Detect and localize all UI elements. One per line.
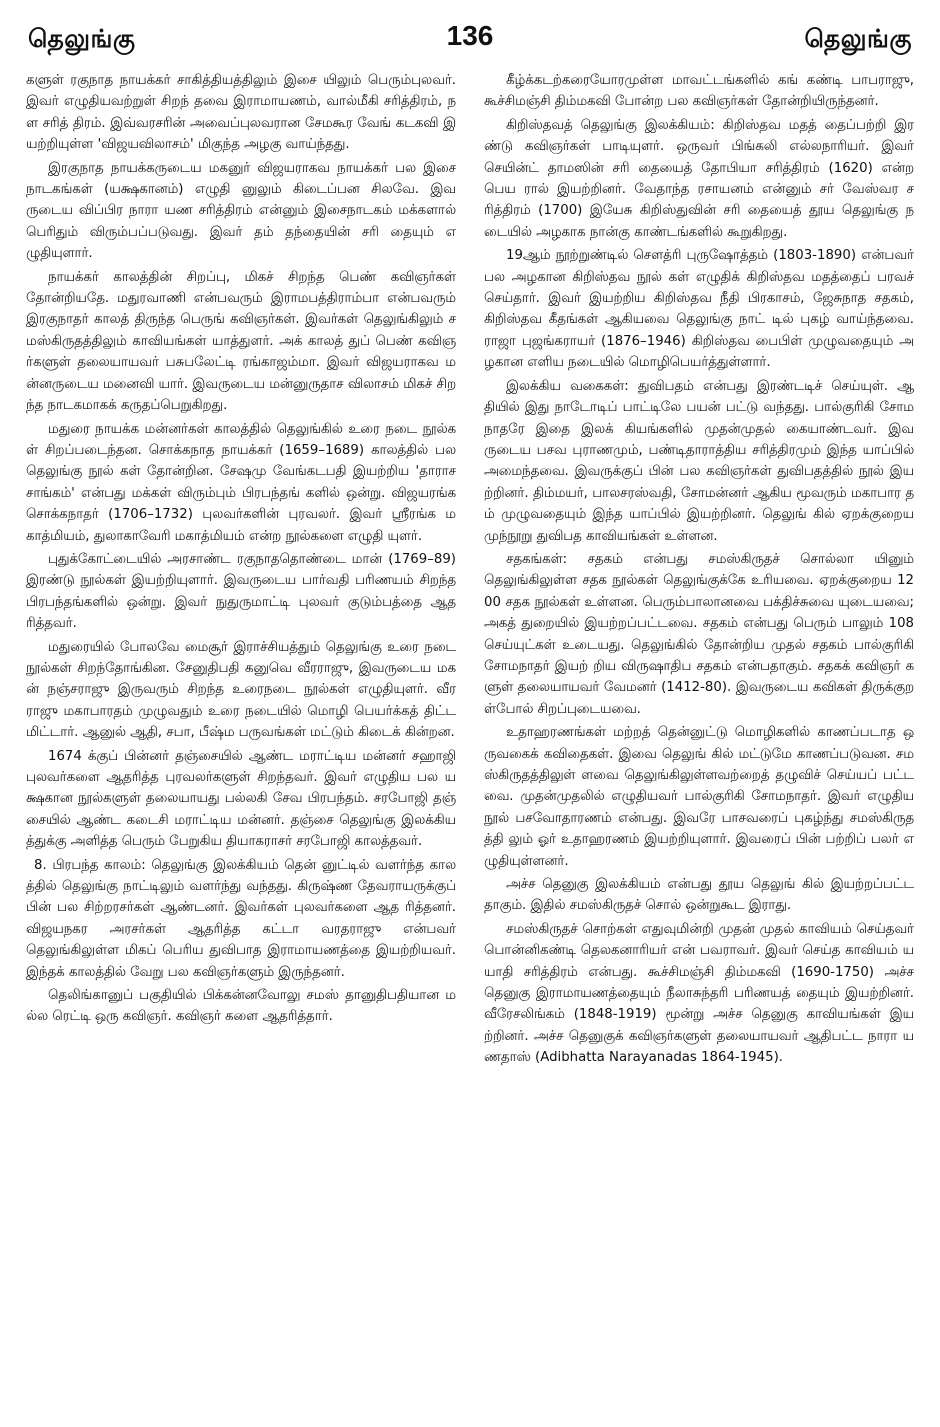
left-column [26, 70, 456, 1420]
section-paragraph: 8. பிரபந்த காலம்: தெலுங்கு இலக்கியம் தென் னுட்டில் வளர்ந்த காலத்தில் தெலுங்கு நாட்டிலும் வளர்ந்து வந்தது. கிருஷ்ண தேவராயருக்குப் பின் பல சிற்றரசர்கள் ஆண்டனர். இவர்கள் புலவர்களை ஆத ரித்தனர். விஜயநகர அரசர்கள் ஆதரித்த கட்டா வரதராஜு என்பவர் தெலுங்கிலுள்ள மிகப் பெரிய துவிபாத இராமாயணத்தை இயற்றியவர். இந்தக் காலத்தில் வேறு பல கவிஞர்களும் இருந்தனர். [26, 857, 456, 980]
paragraph: மதுரை நாயக்க மன்னர்கள் காலத்தில் தெலுங்கில் உரை நடை நூல்கள் சிறப்படைந்தன. சொக்கநாத நாயக்கர் (1659–1689) காலத்தில் பல தெலுங்கு நூல் கள் தோன்றின. சேஷமு வேங்கடபதி இயற்றிய 'தாராசசாங்கம்' என்பது மக்கள் விரும்பும் பிரபந்தங் களில் ஒன்று. விஜயரங்க சொக்கநாதர் (1706–1732) புலவர்களின் புரவலர். இவர் ஸ்ரீரங்க மகாத்மியம், துலாகாவேரி மகாத்மியம் என்ற நூல்களை எழுதி யுளர். [26, 421, 456, 544]
running-title-right: தெலுங்கு [804, 24, 912, 53]
paragraph: தெலிங்கானுப் பகுதியில் பிக்கன்னவோலு சமஸ் தானுதிபதியான மல்ல ரெட்டி ஒரு கவிஞர். கவிஞர் களை ஆதரித்தார். [26, 988, 456, 1025]
paragraph: இரகுநாத நாயக்கருடைய மகனுர் விஜயராகவ நாயக்கர் பல இசை நாடகங்கள் (யக்ஷகானம்) எழுதி னுலும் கிடைப்பன சிலவே. இவருடைய விப்பிர நாரா யண சரித்திரம் என்னும் இசைநாடகம் மக்களால் பெரிதும் விரும்பப்படுவது. இவர் தம் தந்தையின் சரி தையும் எழுதியுளார். [26, 160, 456, 262]
paragraph: களுள் ரகுநாத நாயக்கர் சாகித்தியத்திலும் இசை யிலும் பெரும்புலவர். இவர் எழுதியவற்றுள் சிறந் தவை இராமாயணம், வால்மீகி சரித்திரம், நள சரித் திரம். இவ்வரசரின் அவைப்புலவரான சேமகூர வேங் கடகவி இயற்றியுள்ள 'விஜயவிலாசம்' மிகுந்த அழகு வாய்ந்தது. [26, 73, 456, 153]
paragraph: கீழ்க்கடற்கரையோரமுள்ள மாவட்டங்களில் கங் கண்டி பாபராஜு, கூச்சிமஞ்சி திம்மகவி போன்ற பல கவிஞர்கள் தோன்றியிருந்தனர். [484, 73, 914, 110]
paragraph: புதுக்கோட்டையில் அரசாண்ட ரகுநாததொண்டை மான் (1769–89) இரண்டு நூல்கள் இயற்றியுளார். இவருடைய பார்வதி பரிணயம் சிறந்த பிரபந்தங்களில் ஒன்று. இவர் நுதுருமாட்டி புலவர் குடும்பத்தை ஆத ரித்தவர். [26, 551, 456, 632]
paragraph: இலக்கிய வகைகள்: துவிபதம் என்பது இரண்டடிச் செய்யுள். ஆதியில் இது நாடோடிப் பாட்டிலே பயன் பட்டு வந்தது. பால்குரிகி சோமநாதரே இதை இலக் கியங்களில் முதன்முதல் கையாண்டவர். இவருடைய பசவ புராணமும், பண்டிதாராத்திய சரித்திரமும் இந்த யாப்பில் அமைந்தவை. இவருக்குப் பின் பல கவிஞர்கள் துவிபதத்தில் நூல் இயற்றினர். திம்மயர், பாலசரஸ்வதி, சோமன்னர் ஆகிய மூவரும் மகாபார தம் முழுவதையும் இந்த யாப்பில் இயற்றினர். தெலுங் கில் ஏறக்குறைய முந்நூறு துவிபத காவியங்கள் உள்ளன. [484, 378, 914, 544]
page-number: 136 [446, 20, 494, 51]
paragraph: நாயக்கர் காலத்தின் சிறப்பு, மிகச் சிறந்த பெண் கவிஞர்கள் தோன்றியதே. மதுரவாணி என்பவரும் இராமபத்திராம்பா என்பவரும் இரகுநாதர் காலத் திருந்த பெருங் கவிஞர்கள். இவர்கள் தெலுங்கிலும் சமஸ்கிருதத்திலும் காவியங்கள் யாத்துளர். அக் காலத் துப் பெண் கவிஞர்களுள் தலையாயவர் பசுபலேட்டி ரங்காஜம்மா. இவர் விஜயராகவ மன்னருடைய மனைவி யார். இவருடைய மன்னுருதாச விலாசம் மிகச் சிறந்த நாடகமாகக் கருதப்பெறுகிறது. [26, 269, 456, 414]
paragraph: அச்ச தெனுகு இலக்கியம் என்பது தூய தெலுங் கில் இயற்றப்பட்டதாகும். இதில் சமஸ்கிருதச் சொல் ஒன்றுகூட இராது. [484, 877, 914, 914]
paragraph: கிறிஸ்தவத் தெலுங்கு இலக்கியம்: கிறிஸ்தவ மதத் தைப்பற்றி இரண்டு கவிஞர்கள் பாடியுளர். ஒருவர் பிங்கலி எல்லநாரியர். இவர் செயின்ட் தாமஸின் சரி தையைத் தோபியா சரித்திரம் (1620) என்ற பெய ரால் இயற்றினர். வேதாந்த ரசாயனம் என்னும் சர் வேஸ்வர சரித்திரம் (1700) இயேசு கிறிஸ்துவின் சரி தையைத் தூய தெலுங்கு நடையில் அழகாக நான்கு காண்டங்களில் கூறுகிறது. [484, 117, 914, 240]
running-title-left: தெலுங்கு [28, 24, 136, 53]
paragraph: உதாஹரணங்கள் மற்றத் தென்னுட்டு மொழிகளில் காணப்படாத ஒருவகைக் கவிதைகள். இவை தெலுங் கில் மட்டுமே காணப்படுவன. சமஸ்கிருதத்திலுள் ளவை தெலுங்கிலுள்ளவற்றைத் தழுவிச் செய்யப் பட்டவை. முதன்முதலில் எழுதியவர் பால்குரிகி சோமநாதர். இவர் எழுதிய நூல் பசவோதாரணம் என்பது. இவரே பாசவரைப் புகழ்ந்து சமஸ்கிருதத்தி லும் ஓர் உதாஹரணம் இயற்றியுளார். இவரைப் பின் பற்றிப் பலர் எழுதியுள்ளனர். [484, 725, 914, 869]
paragraph: 19ஆம் நூற்றுண்டில் சௌத்ரி புருஷோத்தம் (1803-1890) என்பவர் பல அழகான கிறிஸ்தவ நூல் கள் எழுதிக் கிறிஸ்தவ மதத்தைப் பரவச் செய்தார். இவர் இயற்றிய கிறிஸ்தவ நீதி பிரகாசம், ஜேசுநாத சதகம், கிறிஸ்தவ கீதங்கள் ஆகியவை தெலுங்கு நாட் டில் புகழ் வாய்ந்தவை. ராஜா புஜங்கராயர் (1876–1946) கிறிஸ்தவ பைபிள் முழுவதையும் அழகான எளிய நடையில் மொழிபெயர்த்துள்ளார். [484, 248, 914, 371]
paragraph: சதகங்கள்: சதகம் என்பது சமஸ்கிருதச் சொல்லா யினும் தெலுங்கிலுள்ள சதக நூல்கள் தெலுங்குக்கே உரியவை. ஏறக்குறைய 1200 சதக நூல்கள் உள்ளன. பெரும்பாலானவை பக்திச்சுவை யுடையவை; அகத் துறையில் இயற்றப்பட்டவை. சதகம் என்பது பெரும் பாலும் 108 செய்யுட்கள் உடையது. தெலுங்கில் தோன்றிய முதல் சதகம் பால்குரிகி சோமநாதர் இயற் றிய விருஷாதிப சதகம் என்பதாகும். சதகக் கவிஞர் களுள் தலையாயவர் வேமனர் (1412-80). இவருடைய கவிகள் திருக்குறள்போல் சிறப்புடையவை. [484, 551, 914, 717]
paragraph: சமஸ்கிருதச் சொற்கள் எதுவுமின்றி முதன் முதல் காவியம் செய்தவர் பொன்னிகண்டி தெலகனாரியர் என் பவராவர். இவர் செய்த காவியம் யயாதி சரித்திரம் என்பது. கூச்சிமஞ்சி திம்மகவி (1690-1750) அச்ச தெனுகு இராமாயணத்தையும் நீலாசுந்தரி பரிணயத் தையும் இயற்றினர். வீரேசலிங்கம் (1848-1919) மூன்று அச்ச தெனுகு காவியங்கள் இயற்றினர். அச்ச தெனுகுக் கவிஞர்களுள் தலையாயவர் ஆதிபட்ட நாரா யணதாஸ் (Adibhatta Narayanadas 1864-1945). [484, 921, 914, 1066]
page-header [26, 18, 914, 62]
right-column [484, 70, 914, 1420]
paragraph: மதுரையில் போலவே மைசூர் இராச்சியத்தும் தெலுங்கு உரை நடை நூல்கள் சிறந்தோங்கின. சேனுதிபதி கனுவெ வீரராஜு, இவருடைய மகன் நஞ்சராஜு இருவரும் சிறந்த உரைநடை நூல்கள் எழுதியுளர். வீரராஜு மகாபாரதம் முழுவதும் உரை நடையில் மொழி பெயர்க்கத் திட்டமிட்டார். ஆனுல் ஆதி, சபா, பீஷ்ம பருவங்கள் மட்டும் கிடைக் கின்றன. [26, 639, 456, 741]
paragraph: 1674 க்குப் பின்னர் தஞ்சையில் ஆண்ட மராட்டிய மன்னர் சஹாஜி புலவர்களை ஆதரித்த புரவலர்களுள் சிறந்தவர். இவர் எழுதிய பல யக்ஷகான நூல்களுள் தலையாயது பல்லகி சேவ பிரபந்தம். சரபோஜி தஞ் சையில் ஆண்ட கடைசி மராட்டிய மன்னர். தஞ்சை தெலுங்கு இலக்கியத்துக்கு அளித்த பெரும் பேறுகிய தியாகராசர் சரபோஜி காலத்தவர். [26, 748, 456, 850]
